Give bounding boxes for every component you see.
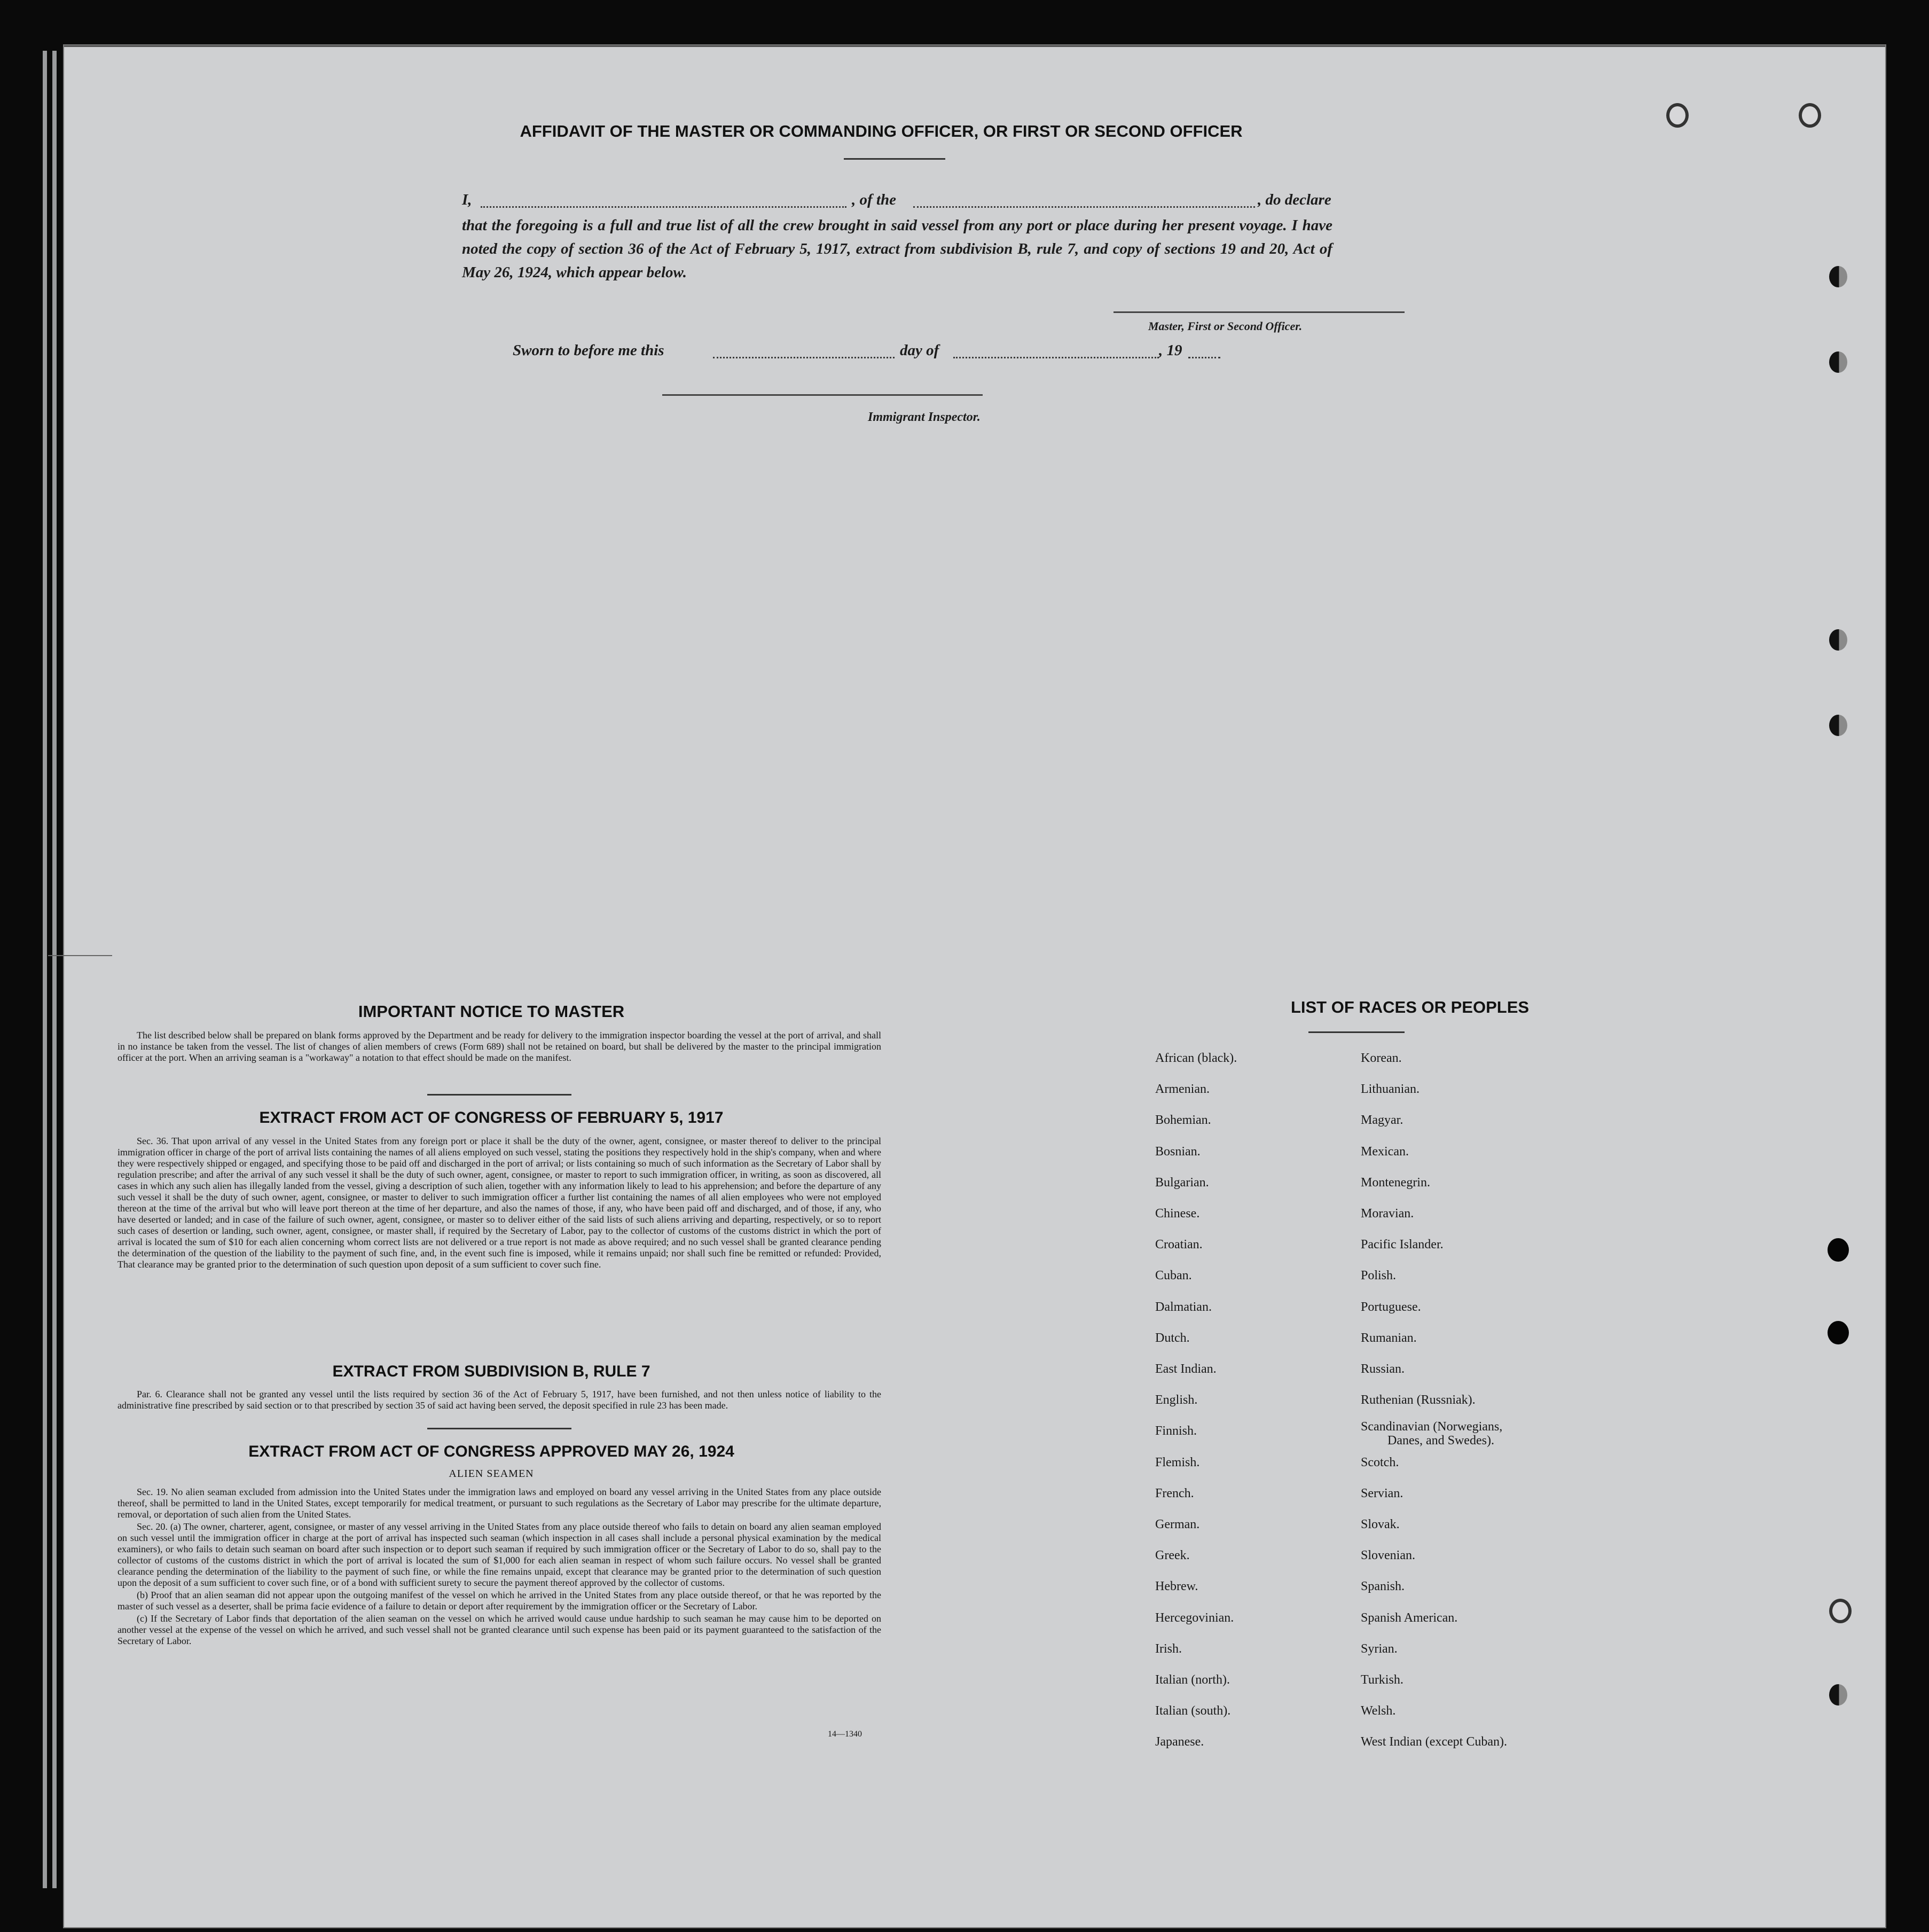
- race-item: Welsh.: [1361, 1704, 1396, 1718]
- affidavit-signature-label: Master, First or Second Officer.: [1148, 319, 1303, 333]
- race-item: Korean.: [1361, 1051, 1402, 1065]
- extract-rule7-title: EXTRACT FROM SUBDIVISION B, RULE 7: [332, 1363, 650, 1380]
- race-item: Greek.: [1155, 1548, 1190, 1563]
- race-item: Slovak.: [1361, 1518, 1400, 1531]
- sworn-text-a: Sworn to before me this: [513, 342, 664, 359]
- sworn-date-blank[interactable]: [713, 342, 895, 358]
- margin-rule: [48, 955, 112, 956]
- race-item: Bosnian.: [1155, 1144, 1201, 1159]
- race-item: Chinese.: [1155, 1207, 1200, 1221]
- races-title-rule: [1308, 1031, 1405, 1033]
- notice-body: [117, 1030, 881, 1065]
- form-number: 14—1340: [828, 1730, 862, 1739]
- inspector-label: Immigrant Inspector.: [868, 410, 981, 424]
- binder-hole-4: [1829, 715, 1847, 736]
- race-item: Hebrew.: [1155, 1579, 1198, 1594]
- races-title: LIST OF RACES OR PEOPLES: [1290, 998, 1530, 1016]
- race-item: English.: [1155, 1393, 1198, 1407]
- page-edge-left-2: [52, 51, 57, 1888]
- race-item: Russian.: [1361, 1362, 1405, 1376]
- binder-hole-7: [1829, 1684, 1847, 1706]
- race-item: Bohemian.: [1155, 1113, 1211, 1128]
- race-item: Pacific Islander.: [1361, 1238, 1444, 1252]
- binder-hole-5: [1828, 1238, 1849, 1262]
- race-item: Dalmatian.: [1155, 1300, 1212, 1314]
- sworn-text-c: , 19: [1159, 342, 1182, 359]
- race-item: Irish.: [1155, 1641, 1182, 1656]
- extract-1917-body: [117, 1136, 881, 1271]
- race-item: Spanish.: [1361, 1579, 1405, 1594]
- race-item: Magyar.: [1361, 1113, 1403, 1128]
- extract-rule7-rule: [427, 1428, 571, 1429]
- extract-1924-body: [117, 1487, 881, 1648]
- binder-hole-2: [1829, 351, 1847, 373]
- race-item: Finnish.: [1155, 1424, 1197, 1438]
- race-item: Rumanian.: [1361, 1331, 1417, 1345]
- affidavit-vessel-blank[interactable]: [913, 191, 1255, 208]
- extract-1917-title: EXTRACT FROM ACT OF CONGRESS OF FEBRUARY 5, 1917: [259, 1109, 724, 1127]
- race-item: Italian (north).: [1155, 1673, 1230, 1687]
- affidavit-line1-i: I,: [462, 191, 472, 208]
- race-item: African (black).: [1155, 1051, 1237, 1065]
- extract-1924-sec20a: Sec. 20. (a) The owner, charterer, agent, consignee, or master of any vessel arriving in the United States from any place outside thereof who fails to detain on board any alien seaman employed on such vessel until the immigration officer in charge at the port of arrival has inspected such seaman (which inspection in all cases shall include a personal physical examination by the medical examiners), or who fails to detain such seaman on board after such inspection or to deport such seaman if required by such immigration officer or the Secretary of Labor to do so, shall pay to the collector of customs of the customs district in which the port of arrival is located the sum of $1,000 for each alien seaman in respect of whom such failure occurs. No vessel shall be granted clearance pending the determination of the liability to the payment of such fine, or while the fine remains unpaid, except that clearance may be granted prior to the determination of such question upon the deposit of a sum sufficient to cover such fine, or of a bond with sufficient surety to secure the payment thereof approved by the collector of customs.: [117, 1521, 881, 1588]
- race-item: Moravian.: [1361, 1207, 1414, 1221]
- race-item: Servian.: [1361, 1486, 1403, 1500]
- race-item: Dutch.: [1155, 1331, 1190, 1345]
- race-item: Hercegovinian.: [1155, 1610, 1234, 1625]
- sworn-year-blank[interactable]: [1188, 342, 1220, 358]
- race-item: Bulgarian.: [1155, 1175, 1209, 1190]
- race-item: Turkish.: [1361, 1673, 1403, 1687]
- document-page: [64, 45, 1885, 1927]
- affidavit-title-rule: [844, 158, 945, 160]
- binder-hole-1: [1829, 266, 1847, 287]
- extract-1924-sec19: Sec. 19. No alien seaman excluded from admission into the United States under the immigration laws and employed on board any vessel arriving in the United States from any place outside thereof, shall be permitted to land in the United States, except temporarily for medical treatment, or pursuant to such regulations as the Secretary of Labor may prescribe for the ultimate departure, removal, or deportation of such alien from the United States.: [117, 1487, 881, 1520]
- notice-paragraph: The list described below shall be prepared on blank forms approved by the Department and be ready for delivery to the immigration inspector boarding the vessel at the port of arrival, and shall in no instance be taken from the vessel. The list of changes of alien members of crews (Form 689) shall not be retained on board, but shall be delivered by the master to the principal immigration officer at the port. When an arriving seaman is a "workaway" a notation to that effect should be made on the manifest.: [117, 1030, 881, 1063]
- race-item: Lithuanian.: [1361, 1082, 1420, 1097]
- affidavit-body: that the foregoing is a full and true list of all the crew brought in said vessel from any port or place during her present voyage. I have noted the copy of section 36 of the Act of February 5, 1917, extract from subdivision B, rule 7, and copy of sections 19 and 20, Act of May 26, 1924, which appear below.: [462, 217, 1332, 281]
- binder-hole-6: [1828, 1321, 1849, 1344]
- race-item: West Indian (except Cuban).: [1361, 1735, 1507, 1749]
- affidavit-title: AFFIDAVIT OF THE MASTER OR COMMANDING OFFICER, OR FIRST OR SECOND OFFICER: [520, 122, 1243, 140]
- extract-1924-subtitle: ALIEN SEAMEN: [449, 1468, 534, 1480]
- binder-hole-ring-2: [1799, 103, 1821, 128]
- race-item: Mexican.: [1361, 1144, 1409, 1159]
- race-item: Montenegrin.: [1361, 1175, 1430, 1190]
- race-item: Slovenian.: [1361, 1548, 1415, 1563]
- affidavit-signature-line[interactable]: [1114, 306, 1405, 313]
- binder-hole-ring-3: [1829, 1599, 1852, 1623]
- extract-1924-sec20c: (c) If the Secretary of Labor finds that deportation of the alien seaman on the vessel on which he arrived would cause undue hardship to such seaman he may cause him to be deported on another vessel at the expense of the vessel on which he arrived, and such vessel shall not be granted clearance until such expense has been paid or its payment guaranteed to the satisfaction of the Secretary of Labor.: [117, 1613, 881, 1646]
- race-item: German.: [1155, 1518, 1200, 1531]
- inspector-signature-line[interactable]: [662, 389, 983, 396]
- binder-hole-ring-1: [1666, 103, 1689, 128]
- notice-title: IMPORTANT NOTICE TO MASTER: [358, 1002, 625, 1021]
- race-item-continuation: Danes, and Swedes).: [1387, 1434, 1494, 1448]
- affidavit-name-blank[interactable]: [481, 191, 846, 208]
- race-item: East Indian.: [1155, 1362, 1217, 1376]
- race-item: Croatian.: [1155, 1238, 1203, 1252]
- race-item: Italian (south).: [1155, 1704, 1231, 1718]
- extract-rule7-paragraph: Par. 6. Clearance shall not be granted any vessel until the lists required by section 36 of the Act of February 5, 1917, have been furnished, and not then unless notice of liability to the administrative fine prescribed by said section or to that prescribed by section 35 of said act having been served, the deposit specified in rule 23 has been made.: [117, 1389, 881, 1411]
- race-item: Cuban.: [1155, 1269, 1192, 1283]
- affidavit-line1-of-the: , of the: [852, 191, 896, 208]
- race-item: Armenian.: [1155, 1082, 1210, 1097]
- binder-hole-3: [1829, 629, 1847, 651]
- race-item: Spanish American.: [1361, 1610, 1458, 1625]
- page-edge-left-1: [43, 51, 47, 1888]
- race-item: Ruthenian (Russniak).: [1361, 1393, 1476, 1407]
- race-item: Scandinavian (Norwegians,: [1361, 1420, 1503, 1434]
- race-item: Syrian.: [1361, 1641, 1398, 1656]
- sworn-text-b: day of: [900, 342, 939, 359]
- notice-rule: [427, 1094, 571, 1096]
- race-item: Scotch.: [1361, 1455, 1399, 1469]
- race-item: Flemish.: [1155, 1455, 1200, 1469]
- extract-1917-paragraph: Sec. 36. That upon arrival of any vessel in the United States from any foreign port or place it shall be the duty of the owner, agent, consignee, or master thereof to deliver to the principal immigration officer in charge of the port of arrival lists containing the names of all aliens employed on such vessel, stating the positions they respectively hold in the ship's company, when and where they were respectively shipped or engaged, and specifying those to be paid off and discharged in the port of arrival; or lists containing so much of such information as the Secretary of Labor shall by regulation prescribe; and after the arrival of any such vessel it shall be the duty of such owner, agent, consignee, or master to report to such immigration officer, in writing, as soon as discovered, all cases in which any such alien has illegally landed from the vessel, giving a description of such alien, together with any information likely to lead to his apprehension; and before the departure of any such vessel it shall be the duty of such owner, agent, consignee, or master to deliver to such immigration officer a further list containing the names of all alien employees who were not employed thereon at the time of the arrival but who will leave port thereon at the time of her departure, and also the names of those, if any, who have been paid off and discharged, and of those, if any, who have deserted or landed; and in case of the failure of such owner, agent, consignee, or master so to deliver either of the said lists of such aliens arriving and departing, respectively, or so to report such cases of desertion or landing, such owner, agent, consignee, or master shall, if required by the Secretary of Labor, pay to the collector of customs of the customs district in which the port of arrival is located the sum of $10 for each alien concerning whom correct lists are not delivered or a true report is not made as above required; and no such vessel shall be granted clearance pending the determination of the question of the liability to the payment of such fine, and, in the event such fine is imposed, while it remains unpaid; nor shall such fine be remitted or refunded: Provided, That clearance may be granted prior to the determination of such question upon deposit of a sum sufficient to cover such fine.: [117, 1136, 881, 1270]
- sworn-month-blank[interactable]: [953, 342, 1159, 358]
- race-item: Polish.: [1361, 1269, 1397, 1283]
- affidavit-line1-declare: , do declare: [1258, 191, 1331, 208]
- race-item: Japanese.: [1155, 1735, 1204, 1749]
- extract-1924-sec20b: (b) Proof that an alien seaman did not appear upon the outgoing manifest of the vessel on which he arrived in the United States from any place outside thereof, or that he was reported by the master of such vessel as a deserter, shall be prima facie evidence of a failure to detain or deport after requirement by the immigration officer or the Secretary of Labor.: [117, 1590, 881, 1612]
- race-item: Portuguese.: [1361, 1300, 1421, 1314]
- extract-1924-title: EXTRACT FROM ACT OF CONGRESS APPROVED MAY 26, 1924: [248, 1443, 734, 1460]
- extract-rule7-body: [117, 1389, 881, 1412]
- race-item: French.: [1155, 1486, 1194, 1500]
